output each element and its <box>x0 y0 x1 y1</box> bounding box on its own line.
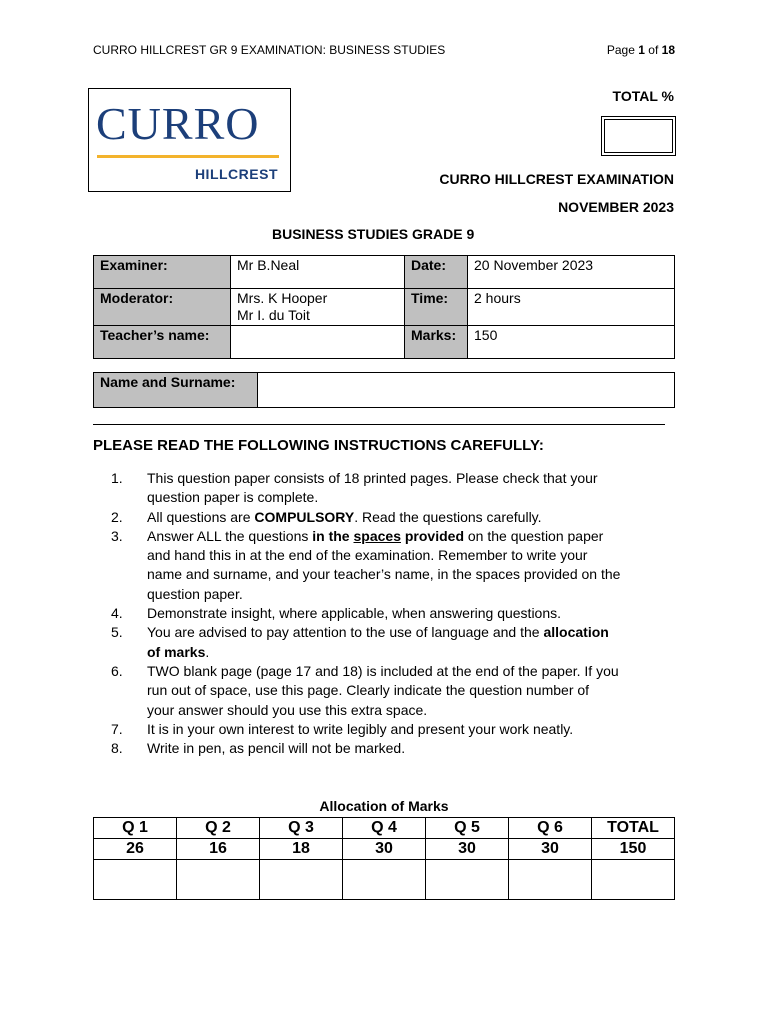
total-marks: 150 <box>592 839 675 860</box>
time-label: Time: <box>405 289 468 326</box>
total-score-cell[interactable] <box>592 860 675 900</box>
subject-title: BUSINESS STUDIES GRADE 9 <box>272 226 475 242</box>
divider <box>93 424 665 425</box>
q2-header: Q 2 <box>177 818 260 839</box>
item-number: 6. <box>111 662 123 679</box>
total-percent-label: TOTAL % <box>612 88 674 104</box>
list-item <box>93 662 693 720</box>
q6-marks: 30 <box>509 839 592 860</box>
teacher-label: Teacher’s name: <box>94 326 231 359</box>
item-text: . <box>205 643 210 660</box>
q1-score-cell[interactable] <box>94 860 177 900</box>
name-surname-label: Name and Surname: <box>94 373 258 408</box>
marks-label: Marks: <box>405 326 468 359</box>
item-text: name and surname, and your teacher’s name, in the spaces provided on the <box>147 566 621 583</box>
exam-info-table <box>93 255 675 359</box>
q5-score-cell[interactable] <box>426 860 509 900</box>
moderator-2: Mr I. du Toit <box>237 307 310 323</box>
moderator-1: Mrs. K Hooper <box>237 290 328 306</box>
item-bold: of marks <box>147 643 206 660</box>
q6-score-cell[interactable] <box>509 860 592 900</box>
item-text: Demonstrate insight, where applicable, when answering questions. <box>147 605 562 622</box>
q3-score-cell[interactable] <box>260 860 343 900</box>
examiner-label: Examiner: <box>94 256 231 289</box>
q1-header: Q 1 <box>94 818 177 839</box>
name-surname-table <box>93 372 675 408</box>
item-text: All questions are <box>147 508 255 525</box>
allocation-title: Allocation of Marks <box>319 798 449 814</box>
item-text: question paper is complete. <box>147 489 319 506</box>
item-number: 1. <box>111 470 123 486</box>
name-surname-field[interactable] <box>258 373 675 408</box>
item-text: your answer should you use this extra space. <box>147 701 428 718</box>
q2-score-cell[interactable] <box>177 860 260 900</box>
examiner-value: Mr B.Neal <box>231 256 405 289</box>
item-text: question paper. <box>147 585 243 602</box>
q4-score-cell[interactable] <box>343 860 426 900</box>
item-text: run out of space, use this page. Clearly indicate the question number of <box>147 682 590 699</box>
item-bold: allocation <box>543 624 609 641</box>
date-value: 20 November 2023 <box>468 256 675 289</box>
logo-wordmark: CURRO <box>96 98 260 149</box>
instructions-list <box>93 469 693 758</box>
item-number: 3. <box>111 527 123 544</box>
total-header: TOTAL <box>592 818 675 839</box>
item-number: 4. <box>111 605 123 622</box>
item-text: It is in your own interest to write legibly and present your work neatly. <box>147 720 574 737</box>
list-item <box>93 527 693 604</box>
item-number: 5. <box>111 624 123 641</box>
q4-header: Q 4 <box>343 818 426 839</box>
moderator-label: Moderator: <box>94 289 231 326</box>
exam-title: CURRO HILLCREST EXAMINATION <box>439 171 674 187</box>
q5-header: Q 5 <box>426 818 509 839</box>
item-text: You are advised to pay attention to the use of language and the <box>147 624 544 641</box>
list-item <box>93 508 693 527</box>
of-word: of <box>648 43 659 57</box>
instructions-title: PLEASE READ THE FOLLOWING INSTRUCTIONS CAREFULLY: <box>93 437 544 454</box>
total-pages: 18 <box>661 43 675 57</box>
item-bold: provided <box>400 527 464 544</box>
q3-header: Q 3 <box>260 818 343 839</box>
exam-date: NOVEMBER 2023 <box>558 199 674 215</box>
logo-subtitle: HILLCREST <box>194 166 278 182</box>
item-text: This question paper consists of 18 printed pages. Please check that your <box>147 470 598 486</box>
q5-marks: 30 <box>426 839 509 860</box>
teacher-field[interactable] <box>231 326 405 359</box>
list-item <box>93 720 693 739</box>
item-text: TWO blank page (page 17 and 18) is included at the end of the paper. If you <box>147 662 619 679</box>
item-text: Answer ALL the questions <box>147 527 313 544</box>
q2-marks: 16 <box>177 839 260 860</box>
list-item <box>93 623 693 662</box>
item-bold: in the <box>312 527 354 544</box>
item-text: . Read the questions carefully. <box>354 508 542 525</box>
list-item <box>93 469 693 508</box>
running-header: CURRO HILLCREST GR 9 EXAMINATION: BUSINESS STUDIES <box>93 43 446 57</box>
item-number: 2. <box>111 508 123 525</box>
current-page: 1 <box>638 43 645 57</box>
page-word: Page <box>606 43 635 57</box>
school-logo <box>88 88 291 192</box>
item-number: 8. <box>111 740 123 757</box>
total-percent-box <box>601 116 676 156</box>
item-text: on the question paper <box>464 527 604 544</box>
page-number <box>607 43 675 57</box>
marks-value: 150 <box>468 326 675 359</box>
item-underline: spaces <box>353 527 401 544</box>
logo-underline <box>97 155 279 158</box>
q3-marks: 18 <box>260 839 343 860</box>
q6-header: Q 6 <box>509 818 592 839</box>
item-text: and hand this in at the end of the examination. Remember to write your <box>147 547 588 564</box>
date-label: Date: <box>405 256 468 289</box>
list-item <box>93 739 693 758</box>
time-value: 2 hours <box>468 289 675 326</box>
allocation-table <box>93 817 675 900</box>
item-bold: COMPULSORY <box>254 508 355 525</box>
moderator-value <box>231 289 405 326</box>
item-text: Write in pen, as pencil will not be marked. <box>147 740 406 757</box>
q4-marks: 30 <box>343 839 426 860</box>
item-number: 7. <box>111 720 123 737</box>
list-item <box>93 604 693 623</box>
q1-marks: 26 <box>94 839 177 860</box>
